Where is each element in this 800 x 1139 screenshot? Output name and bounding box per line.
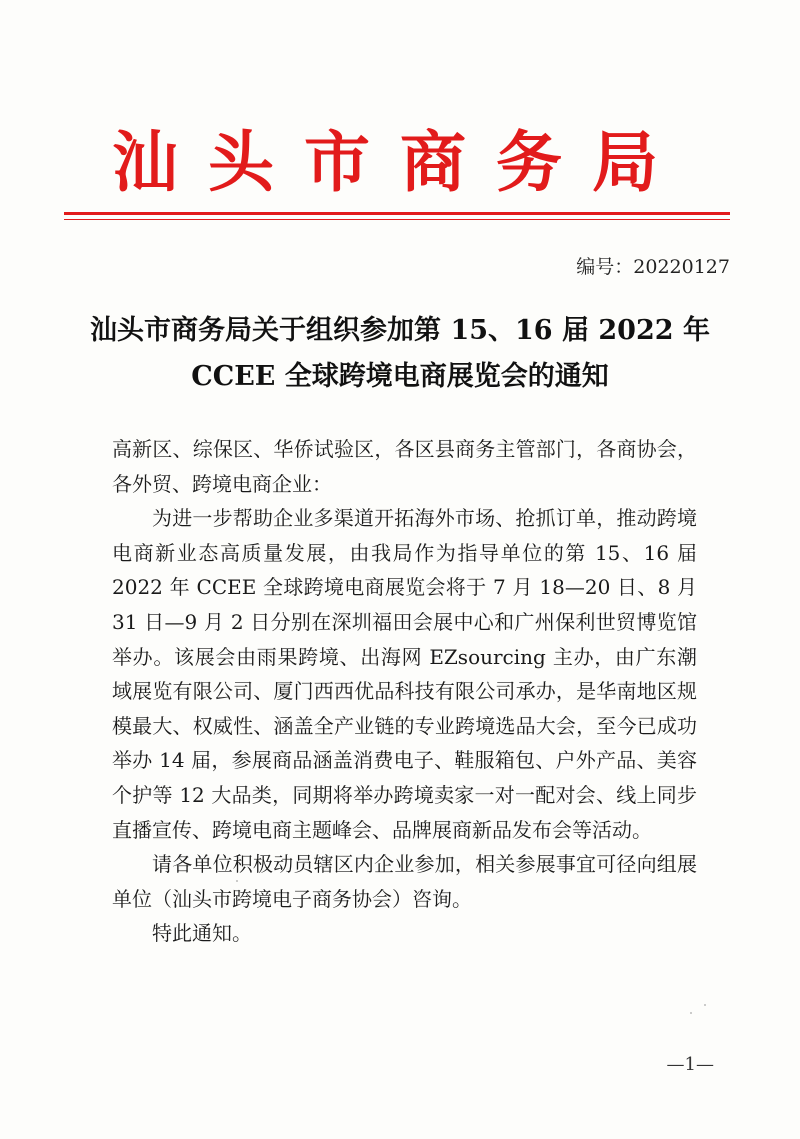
body-paragraph-2: 请各单位积极动员辖区内企业参加，相关参展事宜可径向组展单位（汕头市跨境电子商务协会）咨询。: [112, 852, 697, 911]
agency-header: 汕头市商务局: [112, 123, 688, 201]
body-paragraph-1: 为进一步帮助企业多渠道开拓海外市场、抢抓订单，推动跨境电商新业态高质量发展，由我局作为指导单位的第 15、16 届 2022 年 CCEE 全球跨境电商展览会将于 7 月 18—20 日、8 月 31 日—9 月 2 日分别在深圳福田会展中心和广州保利世贸博览馆举办。该展会由雨果跨境、出海网 EZsourcing 主办，由广东潮域展览有限公司、厦门西西优品科技有限公司承办，是华南地区规模最大、权威性、涵盖全产业链的专业跨境选品大会，至今已成功举办 14 届，参展商品涵盖消费电子、鞋服箱包、户外产品、美容个护等 12 大品类，同期将举办跨境卖家一对一配对会、线上同步直播宣传、跨境电商主题峰会、品牌展商新品发布会等活动。: [112, 506, 697, 842]
title-line-1: 汕头市商务局关于组织参加第 15、16 届 2022 年: [90, 315, 710, 346]
addressee: 高新区、综保区、华侨试验区，各区县商务主管部门，各商协会，各外贸、跨境电商企业：: [112, 437, 697, 496]
scan-speck: [690, 1012, 692, 1014]
document-number: 编号：20220127: [576, 256, 730, 278]
page-number: —1—: [666, 1054, 714, 1075]
document-title: [60, 308, 740, 400]
header-divider-thin: [64, 219, 730, 220]
title-line-2: CCEE 全球跨境电商展览会的通知: [191, 361, 609, 392]
closing-line: 特此通知。: [152, 921, 252, 946]
scan-speck: [236, 880, 238, 882]
scan-speck: [704, 1004, 706, 1006]
header-divider-thick: [64, 212, 730, 215]
document-body: [112, 432, 697, 951]
